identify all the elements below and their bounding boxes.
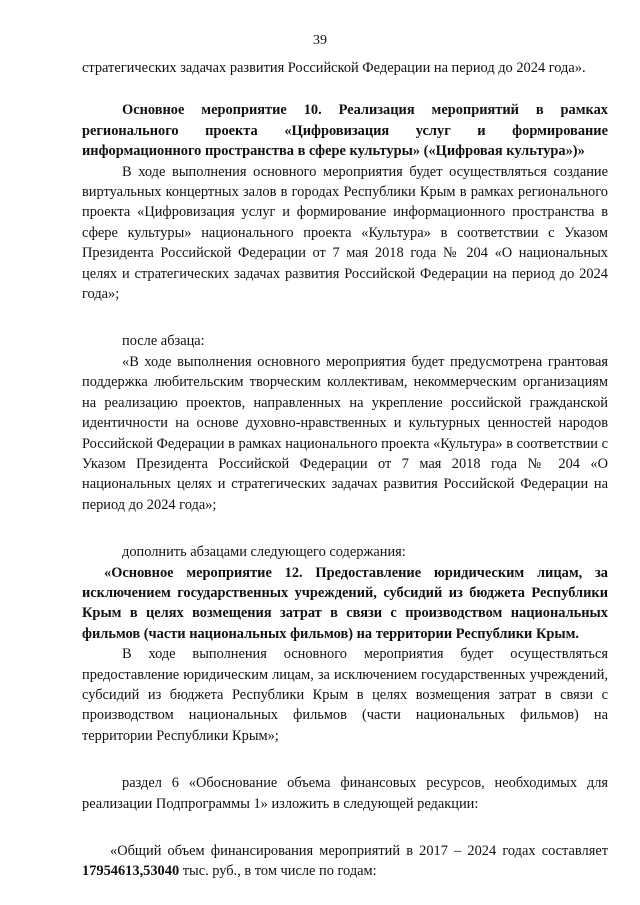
funding-amount: 17954613,53040 xyxy=(82,863,180,880)
funding-text-start: «Общий объем финансирования мероприятий в 2017 – 2024 годах составляет xyxy=(110,843,608,859)
paragraph-activity-12-description: В ходе выполнения основного мероприятия будет осуществляться предоставление юридическим лицам, за исключением государственных учреждений, субсидий из бюджета Республики Крым в целях возмещения затрат в связи с производством национальных фильмов (части национальных фильмов) на территории Республики Крым»; xyxy=(82,646,608,744)
document-body xyxy=(82,58,608,882)
funding-text-end: тыс. руб., в том числе по годам: xyxy=(179,863,377,880)
page-number: 39 xyxy=(313,33,327,48)
paragraph-total-funding xyxy=(82,841,608,882)
paragraph-section-6: раздел 6 «Обоснование объема финансовых ресурсов, необходимых для реализации Подпрограммы 1» изложить в следующей редакции: xyxy=(82,775,608,812)
paragraph-after-clause: после абзаца: xyxy=(122,333,205,350)
paragraph-grant-support: «В ходе выполнения основного мероприятия будет предусмотрена грантовая поддержка любительским творческим коллективам, некоммерческим организациям на реализацию проектов, направленных на укрепление российской гражданской идентичности на основе духовно-нравственных и культурных ценностей народов Российской Федерации в рамках национального проекта «Культура» в соответствии с Указом Президента Российской Федерации от 7 мая 2018 года № 204 «О национальных целях и стратегических задачах развития Российской Федерации на период до 2024 года»; xyxy=(82,353,608,513)
heading-activity-10: Основное мероприятие 10. Реализация мероприятий в рамках регионального проекта «Цифровизация услуг и формирование информационного пространства в сфере культуры» («Цифровая культура»)» xyxy=(82,102,608,160)
paragraph-continuation: стратегических задачах развития Российской Федерации на период до 2024 года». xyxy=(82,60,586,76)
paragraph-supplement-clause: дополнить абзацами следующего содержания: xyxy=(122,544,406,561)
heading-activity-12: «Основное мероприятие 12. Предоставление юридическим лицам, за исключением государственных учреждений, субсидий из бюджета Республики Крым в целях возмещения затрат в связи с производством национальных фильмов (части национальных фильмов) на территории Республики Крым. xyxy=(82,564,608,642)
paragraph-activity-10-description: В ходе выполнения основного мероприятия будет осуществляться создание виртуальных концертных залов в городах Республики Крым в рамках регионального проекта «Цифровизация услуг и формирование информационного пространства в сфере культуры» национального проекта «Культура» в соответствии с Указом Президента Российской Федерации от 7 мая 2018 года № 204 «О национальных целях и стратегических задачах развития Российской Федерации на период до 2024 года»; xyxy=(82,163,608,303)
